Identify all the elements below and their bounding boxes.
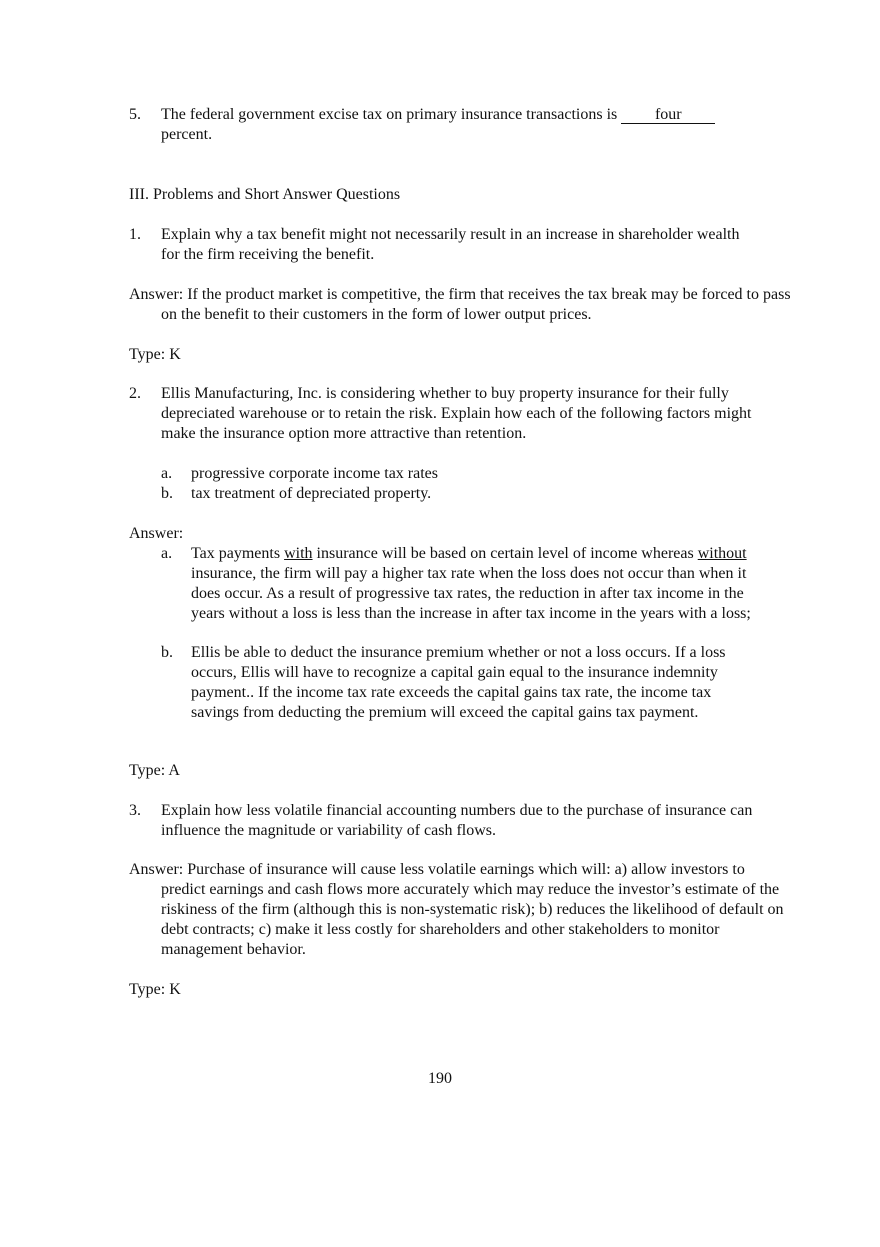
problem-question: Ellis Manufacturing, Inc. is considering whether to buy property insurance for their fully depreciated warehouse or to retain the risk. Explain how each of the following factors might make the insurance option more attractive than retention. [161,385,752,442]
section-title: III. Problems and Short Answer Questions [129,186,401,203]
page-number: 190 [428,1070,452,1087]
factor-label: a. [161,465,173,482]
answer-text: insurance will be based on certain level of income whereas [312,545,698,562]
fill-in-blank-answer: four [621,106,715,124]
problem-2-answer-label: Answer: [129,525,184,542]
problem-1-answer: Answer: If the product market is competitive, the firm that receives the tax break may be forced to pass on the benefit to their customers in the form of lower output prices. [129,286,791,323]
problem-question: Explain how less volatile financial accounting numbers due to the purchase of insurance can influence the magnitude or variability of cash flows. [161,802,753,839]
answer-text: Ellis be able to deduct the insurance premium whether or not a loss occurs. If a loss occurs, Ellis will have to recognize a capital gain equal to the insurance indemnity payment.. If the income tax rate exceeds the capital gains tax rate, the income tax savings from deducting the premium will exceed the capital gains tax payment. [191,644,726,721]
answer-text: insurance, the firm will pay a higher tax rate when the loss does not occur than when it does occur. As a result of progressive tax rates, the reduction in after tax income in the years without a loss is less than the increase in after tax income in the years with a loss; [191,565,751,622]
factor-item [161,464,761,484]
underlined-word: with [284,545,313,562]
answer-label: a. [161,545,173,562]
factor-item [161,484,761,504]
problem-number: 2. [129,385,141,402]
question-5 [129,105,759,145]
problem-number: 1. [129,226,141,243]
question-text: The federal government excise tax on primary insurance transactions is [161,106,618,123]
problem-3 [129,801,759,841]
problem-1 [129,225,759,265]
problem-1-type: Type: K [129,346,181,363]
problem-3-answer: Answer: Purchase of insurance will cause less volatile earnings which will: a) allow investors to predict earnings and cash flows more accurately which may reduce the investor’s estimate of the riskiness of the firm (although this is non-systematic risk); b) reduces the likelihood of default on debt contracts; c) make it less costly for shareholders and other stakeholders to monitor management behavior. [129,861,784,958]
answer-item-b [161,643,757,723]
answer-item-a [161,544,757,624]
underlined-word: without [697,545,747,562]
answer-label: b. [161,644,173,661]
problem-question: Explain why a tax benefit might not necessarily result in an increase in shareholder wealth for the firm receiving the benefit. [161,226,740,263]
problem-3-type: Type: K [129,981,181,998]
problem-2 [129,384,759,444]
answer-text: Tax payments [191,545,285,562]
factor-label: b. [161,485,173,502]
factor-text: tax treatment of depreciated property. [191,485,432,502]
question-number: 5. [129,106,141,123]
problem-number: 3. [129,802,141,819]
question-text-end: percent. [161,126,213,143]
factor-text: progressive corporate income tax rates [191,465,439,482]
problem-2-type: Type: A [129,762,180,779]
